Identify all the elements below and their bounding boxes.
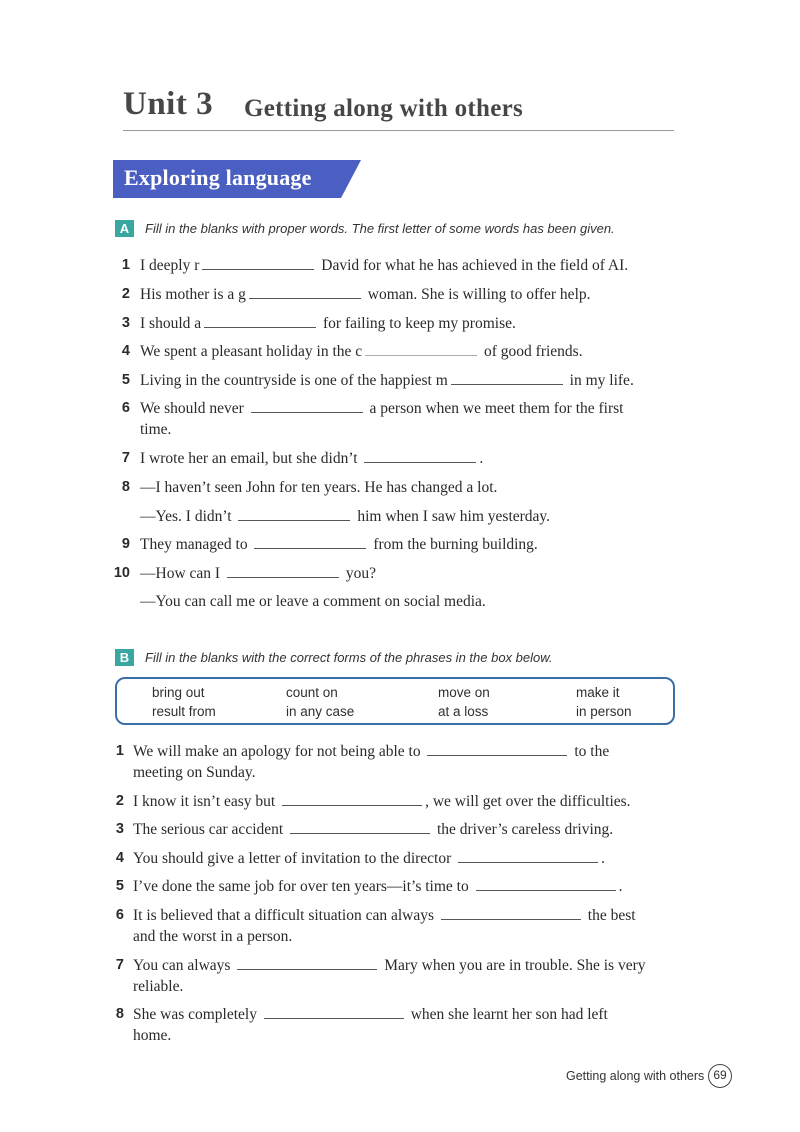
item-text: His mother is a g (140, 286, 246, 303)
answer-blank[interactable] (427, 741, 567, 756)
item-text: woman. She is willing to offer help. (363, 286, 591, 303)
phrase-option: at a loss (438, 704, 489, 719)
phrase-option: count on (286, 685, 338, 700)
answer-blank[interactable] (254, 534, 366, 549)
phrase-option: in person (576, 704, 632, 719)
section-banner (113, 160, 361, 198)
item-text: . (618, 878, 623, 895)
answer-blank[interactable] (237, 955, 377, 970)
item-number: 7 (115, 957, 124, 973)
item-text: the best (583, 907, 636, 924)
item-number: 4 (115, 850, 124, 866)
unit-header (123, 86, 674, 131)
item-text: You should give a letter of invitation to the director (133, 850, 456, 867)
answer-blank[interactable] (251, 398, 363, 413)
answer-blank[interactable] (476, 876, 616, 891)
phrase-option: make it (576, 685, 620, 700)
item-text: David for what he has achieved in the field of AI. (317, 257, 629, 274)
item-text: Living in the countryside is one of the happiest m (140, 372, 448, 389)
phrase-option: bring out (152, 685, 205, 700)
item-text: a person when we meet them for the first (365, 400, 624, 417)
section-a-instruction: Fill in the blanks with proper words. The first letter of some words has been given. (145, 221, 615, 236)
section-a-letter: A (115, 220, 134, 237)
unit-title: Getting along with others (244, 95, 524, 122)
item-text: She was completely (133, 1006, 261, 1023)
item-text-continued: —You can call me or leave a comment on social media. (140, 593, 486, 610)
item-text: , we will get over the difficulties. (425, 793, 631, 810)
item-number: 2 (121, 286, 130, 302)
item-text: —How can I (140, 565, 224, 582)
item-number: 1 (121, 257, 130, 273)
answer-blank[interactable] (204, 313, 316, 328)
item-text: —Yes. I didn’t (140, 508, 236, 525)
item-text-continued: reliable. (133, 978, 184, 995)
page-number: 69 (708, 1064, 732, 1088)
phrase-option: in any case (286, 704, 355, 719)
item-text: —I haven’t seen John for ten years. He has changed a lot. (140, 479, 498, 496)
item-text-continued: home. (133, 1027, 172, 1044)
item-text: I should a (140, 315, 202, 332)
item-number: 8 (121, 479, 130, 495)
item-text-continued: and the worst in a person. (133, 928, 293, 945)
item-text: from the burning building. (369, 536, 538, 553)
answer-blank[interactable] (282, 791, 422, 806)
item-number: 8 (115, 1006, 124, 1022)
item-text: in my life. (565, 372, 634, 389)
item-number: 3 (115, 821, 124, 837)
item-number: 9 (121, 536, 130, 552)
item-text: for failing to keep my promise. (319, 315, 516, 332)
unit-number: Unit 3 (123, 86, 214, 122)
item-text: the driver’s careless driving. (433, 821, 614, 838)
item-text: It is believed that a difficult situation can always (133, 907, 438, 924)
item-text: I’ve done the same job for over ten years—it’s time to (133, 878, 473, 895)
item-text-continued: meeting on Sunday. (133, 764, 256, 781)
item-text: to the (570, 743, 610, 760)
item-text: I know it isn’t easy but (133, 793, 280, 810)
item-text: him when I saw him yesterday. (353, 508, 551, 525)
phrase-option: move on (438, 685, 490, 700)
item-text: The serious car accident (133, 821, 288, 838)
item-text: They managed to (140, 536, 252, 553)
item-number: 6 (121, 400, 130, 416)
item-text: Mary when you are in trouble. She is very (380, 957, 646, 974)
banner-label: Exploring language (124, 165, 312, 190)
item-number: 10 (113, 565, 130, 581)
item-text: you? (341, 565, 376, 582)
answer-blank[interactable] (264, 1004, 404, 1019)
answer-blank[interactable] (364, 448, 476, 463)
item-text: when she learnt her son had left (406, 1006, 608, 1023)
item-number: 2 (115, 793, 124, 809)
item-text: . (479, 450, 484, 467)
item-text: . (601, 850, 606, 867)
answer-blank[interactable] (365, 341, 477, 356)
phrase-option: result from (152, 704, 216, 719)
answer-blank[interactable] (238, 506, 350, 521)
answer-blank[interactable] (249, 284, 361, 299)
item-text: We will make an apology for not being able to (133, 743, 425, 760)
answer-blank[interactable] (458, 848, 598, 863)
item-text: I deeply r (140, 257, 200, 274)
item-text: We spent a pleasant holiday in the c (140, 343, 363, 360)
item-text: You can always (133, 957, 235, 974)
footer-title: Getting along with others (566, 1069, 705, 1083)
answer-blank[interactable] (441, 905, 581, 920)
phrase-box (115, 677, 675, 725)
answer-blank[interactable] (290, 819, 430, 834)
section-b-letter: B (115, 649, 134, 666)
item-text-continued: time. (140, 421, 172, 438)
item-number: 5 (121, 372, 130, 388)
answer-blank[interactable] (227, 563, 339, 578)
item-text: We should never (140, 400, 248, 417)
item-number: 4 (121, 343, 130, 359)
item-text: of good friends. (480, 343, 583, 360)
item-number: 5 (115, 878, 124, 894)
item-number: 1 (115, 743, 124, 759)
item-number: 7 (121, 450, 130, 466)
answer-blank[interactable] (451, 370, 563, 385)
item-text: I wrote her an email, but she didn’t (140, 450, 362, 467)
section-b-instruction: Fill in the blanks with the correct forms of the phrases in the box below. (145, 650, 553, 665)
item-number: 3 (121, 315, 130, 331)
answer-blank[interactable] (202, 255, 314, 270)
item-number: 6 (115, 907, 124, 923)
